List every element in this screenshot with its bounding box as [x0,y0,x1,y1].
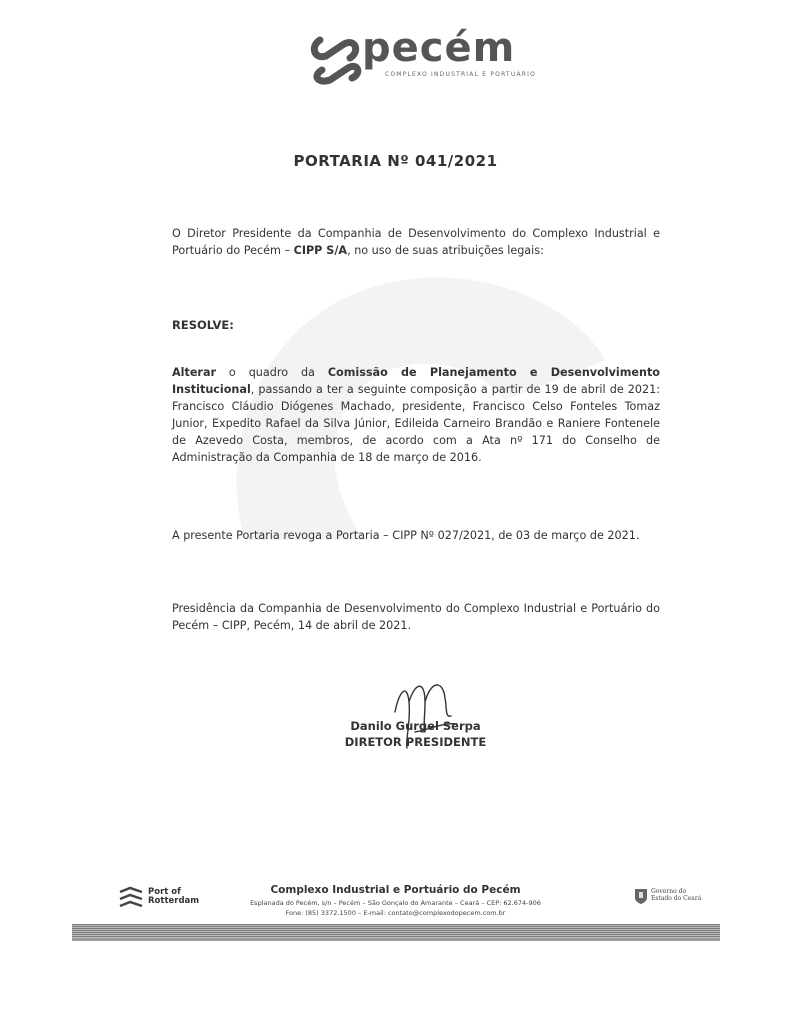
body-text-1: o quadro da [216,366,328,379]
body-verb: Alterar [172,366,217,379]
government-label [651,888,701,902]
signer-role: DIRETOR PRESIDENTE [344,735,487,749]
gov-line-1: Governo do [651,888,687,895]
signer-name: Danilo Gurgel Serpa [350,719,481,733]
body-text-2: , passando a ter a seguinte composição a partir de 19 de abril de 2021: Francisco Cláudio Diógenes Machado, presidente, Francisco Celso Fonteles Tomaz Junior, Expedito Rafael da Silva Júnior, Edileida Carneiro Brandão e Raniere Fontenele de Azevedo Costa, membros, de acordo com a Ata nº 171 do Conselho de Administração da Companhia de 18 de março de 2016. [172,383,660,464]
footer-band [72,924,720,938]
resolve-heading: RESOLVE: [172,318,234,332]
footer-address: Esplanada do Pecém, s/n – Pecém – São Gonçalo do Amarante – Ceará – CEP: 62.674-906 [250,899,541,907]
resolution-paragraph [172,364,660,466]
document-title: PORTARIA Nº 041/2021 [293,152,498,170]
intro-company-abbr: CIPP S/A [293,244,348,257]
footer-band-bottom [72,938,720,941]
intro-paragraph [172,225,660,259]
date-paragraph: Presidência da Companhia de Desenvolvimento do Complexo Industrial e Portuário do Pecém – CIPP, Pecém, 14 de abril de 2021. [172,602,660,632]
commission-name: Comissão de Planejamento e Desenvolvimento Institucional [172,366,660,396]
footer-company: Complexo Industrial e Portuário do Pecém [270,884,521,896]
government-seal-icon [634,887,648,905]
revocation-paragraph: A presente Portaria revoga a Portaria – CIPP Nº 027/2021, de 03 de março de 2021. [172,529,640,542]
intro-text-start: O Diretor Presidente da Companhia de Desenvolvimento do Complexo Industrial e Portuário do Pecém – [172,227,660,257]
partner-line-2: Rotterdam [148,896,200,906]
logo-tagline: COMPLEXO INDUSTRIAL E PORTUÁRIO [385,71,537,78]
intro-text-end: , no uso de suas atribuições legais: [347,244,544,257]
footer-contact: Fone: (85) 3372.1500 – E-mail: contato@complexodopecem.com.br [285,909,506,917]
gov-line-2: Estado do Ceará [651,895,702,902]
partner-line-1: Port of [148,887,181,897]
logo-wordmark: pecém [362,25,516,71]
